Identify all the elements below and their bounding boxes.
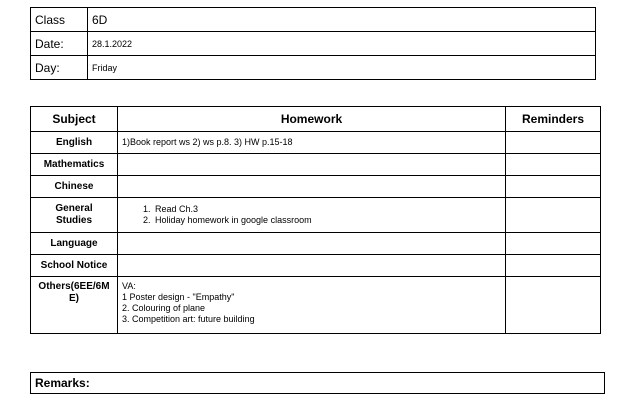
list-item: 1. Read Ch.3 (153, 204, 505, 215)
day-label: Day: (31, 56, 88, 80)
table-row-general-studies (31, 198, 601, 233)
homework-chinese[interactable] (118, 176, 506, 198)
day-row (31, 56, 596, 80)
day-value: Friday (88, 56, 596, 80)
subject-chinese: Chinese (31, 176, 118, 198)
others-line: 3. Competition art: future building (122, 314, 255, 324)
table-row-language (31, 233, 601, 255)
homework-mathematics[interactable] (118, 154, 506, 176)
class-row (31, 8, 596, 32)
homework-general-studies[interactable] (118, 198, 506, 233)
reminders-language[interactable] (506, 233, 601, 255)
homework-header: Homework (118, 107, 506, 132)
homework-school-notice[interactable] (118, 255, 506, 277)
reminders-header: Reminders (506, 107, 601, 132)
general-studies-list (122, 204, 505, 226)
subject-language: Language (31, 233, 118, 255)
subject-others-line2: E) (69, 293, 79, 304)
date-row (31, 32, 596, 56)
subject-general-studies-line2: Studies (55, 215, 93, 226)
subject-general-studies-line1: General (55, 203, 93, 214)
homework-english[interactable]: 1)Book report ws 2) ws p.8. 3) HW p.15-18 (118, 132, 506, 154)
class-info-table (30, 7, 596, 80)
remarks-box[interactable] (30, 372, 605, 394)
subject-general-studies (31, 198, 118, 233)
reminders-chinese[interactable] (506, 176, 601, 198)
homework-language[interactable] (118, 233, 506, 255)
subject-others-line1: Others(6EE/6M (38, 281, 110, 292)
table-row-english (31, 132, 601, 154)
subject-mathematics: Mathematics (31, 154, 118, 176)
subject-school-notice: School Notice (31, 255, 118, 277)
table-row-chinese (31, 176, 601, 198)
remarks-label: Remarks: (35, 376, 90, 390)
reminders-others[interactable] (506, 277, 601, 334)
header-row (31, 107, 601, 132)
reminders-english[interactable] (506, 132, 601, 154)
list-item: 2. Holiday homework in google classroom (153, 215, 505, 226)
subject-english: English (31, 132, 118, 154)
class-value: 6D (88, 8, 596, 32)
table-row-mathematics (31, 154, 601, 176)
others-line: VA: (122, 281, 136, 291)
date-value: 28.1.2022 (88, 32, 596, 56)
reminders-general-studies[interactable] (506, 198, 601, 233)
table-row-others (31, 277, 601, 334)
others-line: 2. Colouring of plane (122, 303, 206, 313)
others-line: 1 Poster design - "Empathy" (122, 292, 235, 302)
reminders-mathematics[interactable] (506, 154, 601, 176)
homework-table (30, 106, 601, 334)
date-label: Date: (31, 32, 88, 56)
homework-others[interactable] (118, 277, 506, 334)
class-label: Class (31, 8, 88, 32)
reminders-school-notice[interactable] (506, 255, 601, 277)
subject-header: Subject (31, 107, 118, 132)
table-row-school-notice (31, 255, 601, 277)
subject-others (31, 277, 118, 334)
